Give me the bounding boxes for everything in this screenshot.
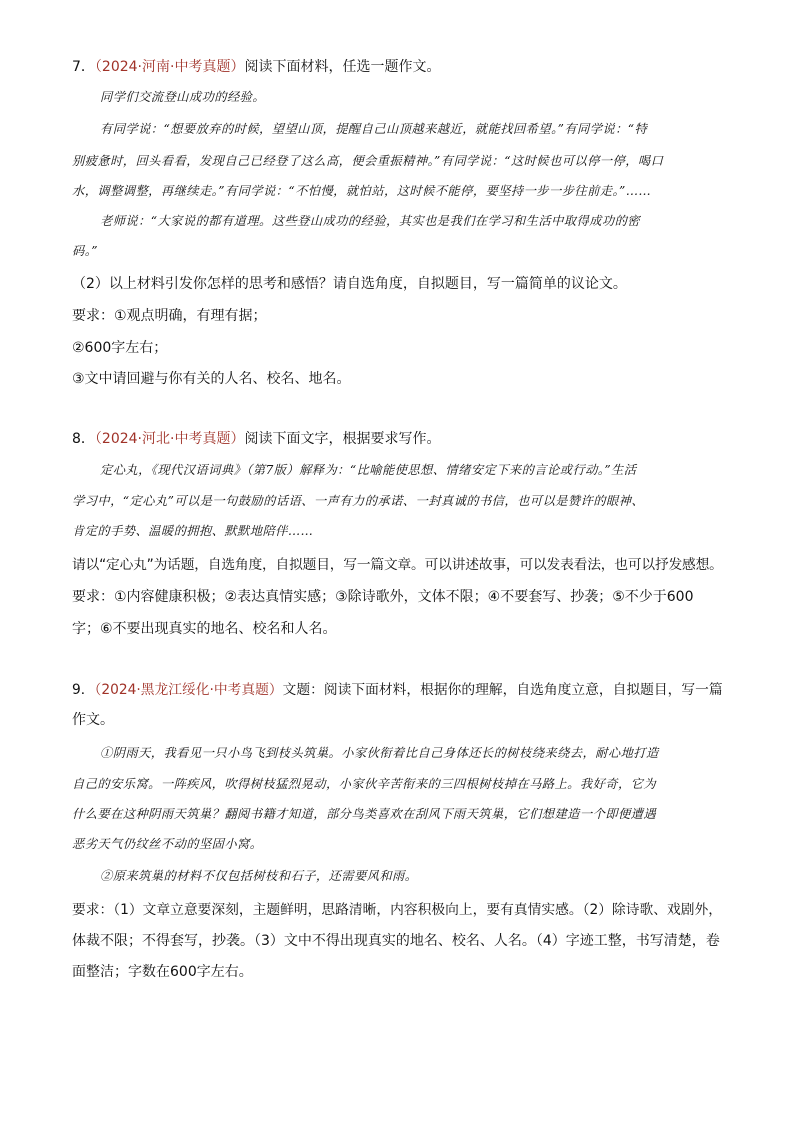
- material-line: 学习中，“定心丸”可以是一句鼓励的话语、一声有力的承诺、一封真诚的书信，也可以是赞许的眼神、: [72, 494, 645, 508]
- requirement-line: 要求：①观点明确，有理有据；: [72, 308, 267, 324]
- requirement-line: 字；⑥不要出现真实的地名、校名和人名。: [72, 621, 337, 637]
- requirement-line: 要求：（1）文章立意要深刻，主题鲜明，思路清晰，内容积极向上，要有真情实感。（2）除诗歌、戏剧外，: [72, 902, 722, 918]
- requirement-line: ②600字左右；: [72, 340, 168, 356]
- question-number: 9．: [72, 682, 95, 698]
- material-line: 肯定的手势、温暖的拥抱、默默地陪伴……: [72, 524, 314, 538]
- question-heading: [72, 429, 440, 449]
- question-number: 8．: [72, 431, 95, 447]
- question-source: （2024·河北·中考真题）: [94, 431, 245, 447]
- material-line: 别疲惫时，回头看看，发现自己已经登了这么高，便会重振精神。”有同学说：“这时候也可以停一停，喝口: [72, 154, 664, 168]
- requirement-line: 体裁不限；不得套写，抄袭。（3）文中不得出现真实的地名、校名、人名。（4）字迹工整，书写清楚，卷: [72, 933, 720, 949]
- question-prompt-continued: 作文。: [72, 712, 114, 728]
- material-line: 恶劣天气仍纹丝不动的坚固小窝。: [72, 837, 263, 851]
- material-line: ①阴雨天，我看见一只小鸟飞到枝头筑巢。小家伙衔着比自己身体还长的树枝绕来绕去，耐心地打造: [100, 746, 659, 760]
- task-text: （2）以上材料引发你怎样的思考和感悟？请自选角度，自拟题目，写一篇简单的议论文。: [72, 276, 627, 292]
- material-line: 有同学说：“想要放弃的时候，望望山顶，提醒自己山顶越来越近，就能找回希望。”有同学说：“特: [100, 122, 648, 136]
- requirement-line: ③文中请回避与你有关的人名、校名、地名。: [72, 371, 351, 387]
- requirement-line: 要求：①内容健康积极；②表达真情实感；③除诗歌外，文体不限；④不要套写、抄袭；⑤不少于600: [72, 589, 694, 605]
- question-source: （2024·黑龙江绥化·中考真题）: [94, 682, 283, 698]
- material-line: 自己的安乐窝。一阵疾风，吹得树枝猛烈晃动，小家伙辛苦衔来的三四根树枝掉在马路上。我好奇，它为: [72, 777, 657, 791]
- question-number: 7．: [72, 59, 95, 75]
- question-source: （2024·河南·中考真题）: [94, 59, 245, 75]
- task-text: 请以“定心丸”为话题，自选角度，自拟题目，写一篇文章。可以讲述故事，可以发表看法，也可以抒发感想。: [72, 557, 723, 573]
- question-heading: [72, 57, 440, 77]
- material-line: 什么要在这种阴雨天筑巢？翻阅书籍才知道，部分鸟类喜欢在刮风下雨天筑巢，它们想建造一个即便遭遇: [72, 807, 657, 821]
- material-line: 定心丸，《现代汉语词典》（第7版）解释为：“比喻能使思想、情绪安定下来的言论或行动。”生活: [100, 463, 637, 477]
- material-line: 码。”: [72, 244, 98, 258]
- question-prompt: 阅读下面材料，任选一题作文。: [244, 59, 441, 75]
- material-line: 水，调整调整，再继续走。”有同学说：“不怕慢，就怕站，这时候不能停，要坚持一步一步往前走。”……: [72, 184, 652, 198]
- requirement-line: 面整洁；字数在600字左右。: [72, 964, 253, 980]
- material-line: 老师说：“大家说的都有道理。这些登山成功的经验，其实也是我们在学习和生活中取得成功的密: [100, 214, 640, 228]
- material-line: ②原来筑巢的材料不仅包括树枝和石子，还需要风和雨。: [100, 869, 418, 883]
- question-prompt: 文题：阅读下面材料，根据你的理解，自选角度立意，自拟题目，写一篇: [282, 682, 723, 698]
- question-heading: [72, 680, 723, 700]
- material-line: 同学们交流登山成功的经验。: [100, 90, 266, 104]
- question-prompt: 阅读下面文字，根据要求写作。: [244, 431, 441, 447]
